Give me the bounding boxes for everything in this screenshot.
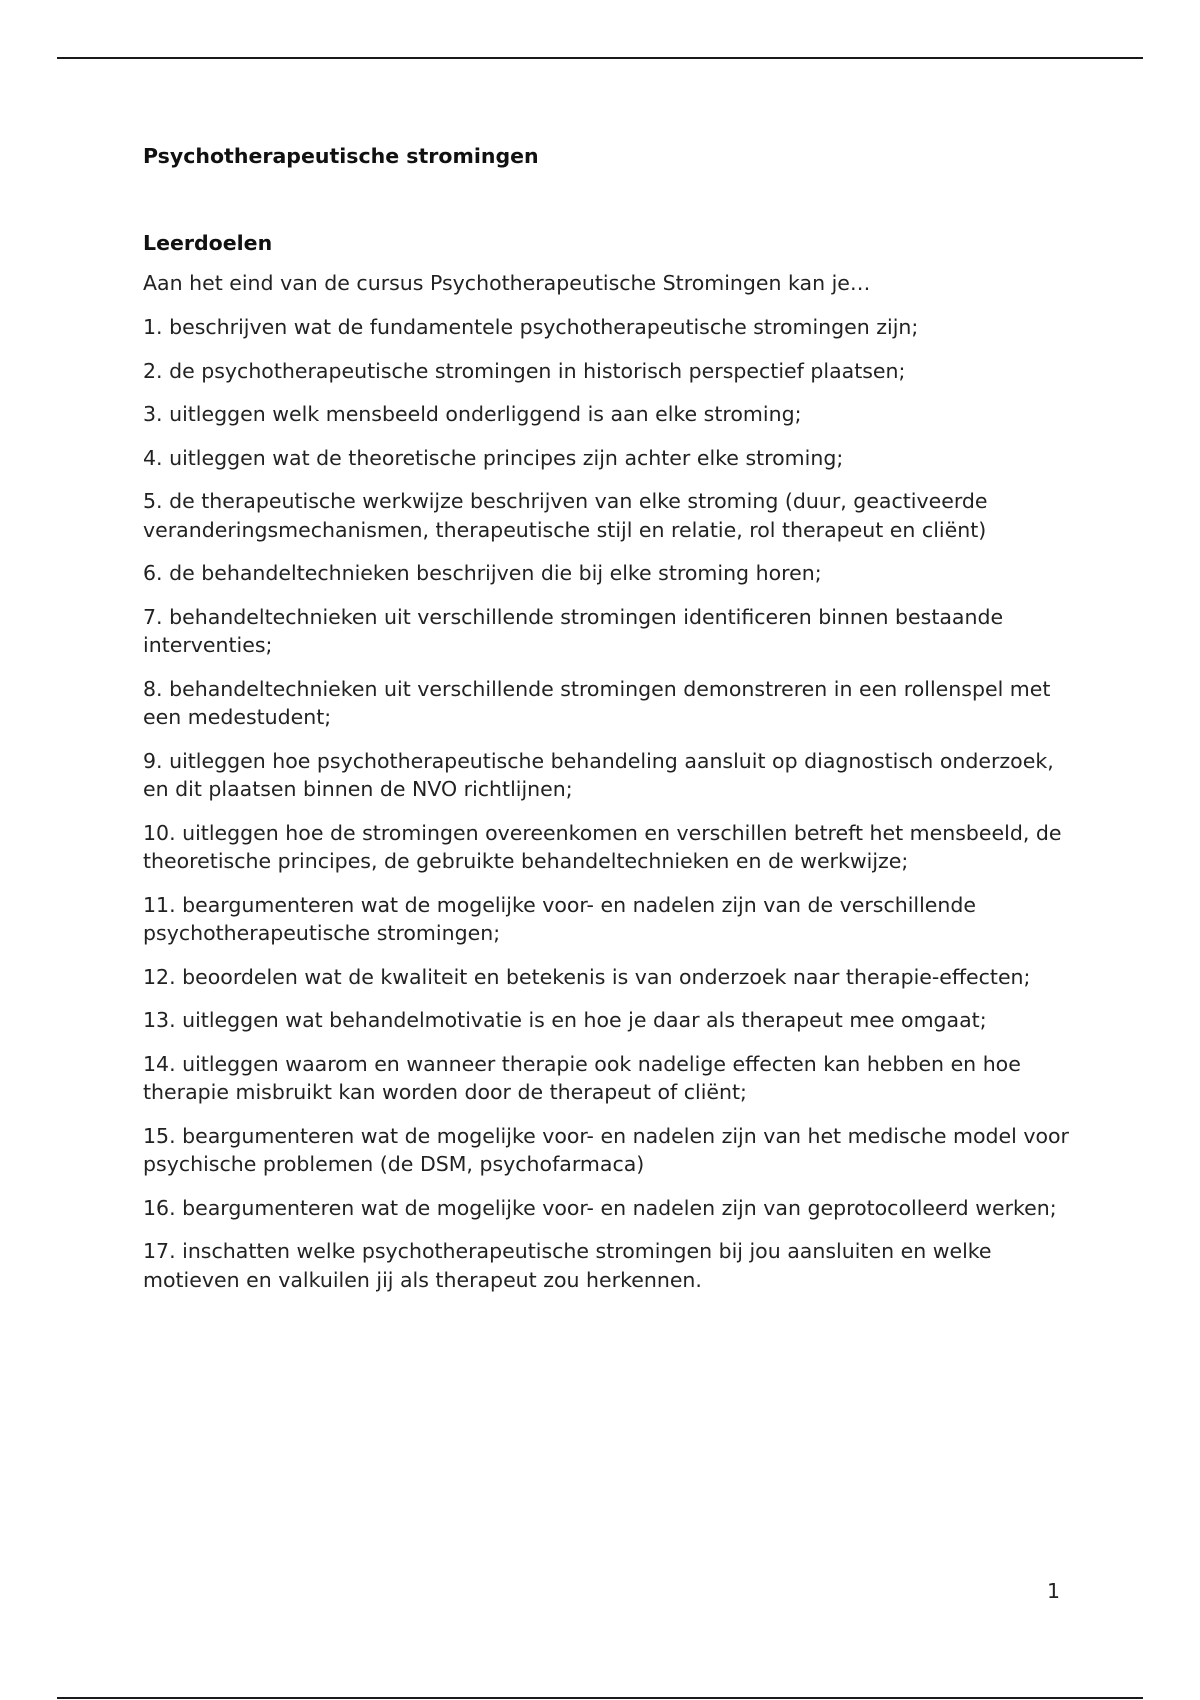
learning-goal-5: 5. de therapeutische werkwijze beschrijven van elke stroming (duur, geactiveerde veranderingsmechanismen, therapeutische stijl en relatie, rol therapeut en cliënt) [143, 489, 988, 542]
learning-goal-8: 8. behandeltechnieken uit verschillende stromingen demonstreren in een rollenspel met een medestudent; [143, 676, 1051, 729]
learning-goal-16: 16. beargumenteren wat de mogelijke voor- en nadelen zijn van geprotocolleerd werken; [143, 1195, 1057, 1220]
learning-goal-17: 17. inschatten welke psychotherapeutische stromingen bij jou aansluiten en welke motieven en valkuilen jij als therapeut zou herkennen. [143, 1239, 992, 1292]
learning-goal-3: 3. uitleggen welk mensbeeld onderliggend is aan elke stroming; [143, 402, 802, 426]
learning-goal-9: 9. uitleggen hoe psychotherapeutische behandeling aansluit op diagnostisch onderzoek, en dit plaatsen binnen de NVO richtlijnen; [143, 748, 1054, 801]
page-content [143, 142, 1073, 1309]
learning-goal-6: 6. de behandeltechnieken beschrijven die bij elke stroming horen; [143, 561, 822, 585]
header-rule [57, 57, 1143, 59]
learning-goal-4: 4. uitleggen wat de theoretische principes zijn achter elke stroming; [143, 445, 844, 470]
learning-goals-list [143, 313, 1073, 1294]
document-title: Psychotherapeutische stromingen [143, 144, 539, 168]
page-number: 1 [1046, 1579, 1060, 1603]
learning-goal-2: 2. de psychotherapeutische stromingen in historisch perspectief plaatsen; [143, 358, 906, 383]
learning-goal-1: 1. beschrijven wat de fundamentele psychotherapeutische stromingen zijn; [143, 315, 919, 339]
learning-goal-15: 15. beargumenteren wat de mogelijke voor- en nadelen zijn van het medische model voor psychische problemen (de DSM, psychofarmaca) [143, 1123, 1069, 1176]
section-heading-leerdoelen: Leerdoelen [143, 231, 273, 255]
footer-rule [57, 1697, 1143, 1699]
learning-goal-11: 11. beargumenteren wat de mogelijke voor- en nadelen zijn van de verschillende psychotherapeutische stromingen; [143, 892, 977, 945]
learning-goal-10: 10. uitleggen hoe de stromingen overeenkomen en verschillen betreft het mensbeeld, de theoretische principes, de gebruikte behandeltechnieken en de werkwijze; [143, 820, 1062, 873]
learning-goal-12: 12. beoordelen wat de kwaliteit en betekenis is van onderzoek naar therapie-effecten; [143, 964, 1031, 989]
learning-goal-13: 13. uitleggen wat behandelmotivatie is en hoe je daar als therapeut mee omgaat; [143, 1008, 987, 1032]
intro-paragraph: Aan het eind van de cursus Psychotherapeutische Stromingen kan je… [143, 271, 871, 295]
learning-goal-7: 7. behandeltechnieken uit verschillende stromingen identificeren binnen bestaande interventies; [143, 604, 1004, 657]
learning-goal-14: 14. uitleggen waarom en wanneer therapie ook nadelige effecten kan hebben en hoe therapie misbruikt kan worden door de therapeut of cliënt; [143, 1051, 1021, 1104]
